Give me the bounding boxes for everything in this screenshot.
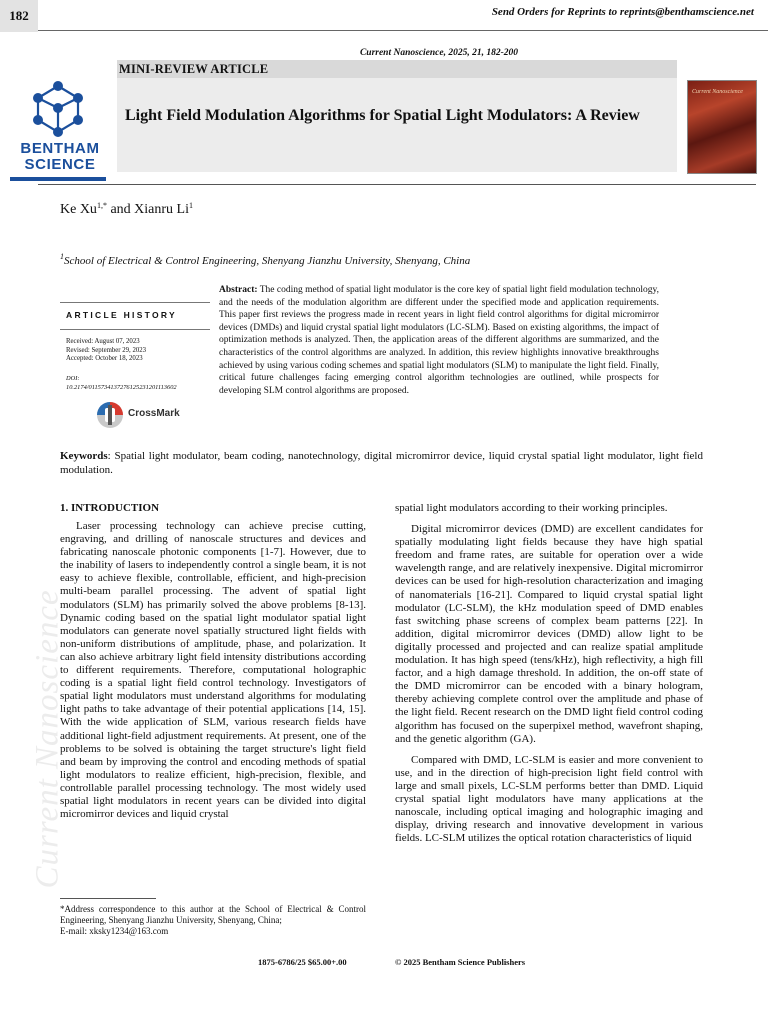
crossmark-icon xyxy=(96,399,124,431)
journal-citation: Current Nanoscience, 2025, 21, 182-200 xyxy=(359,48,519,58)
keywords-label: Keywords xyxy=(60,450,108,462)
received-date: Received: August 07, 2023 xyxy=(66,338,140,345)
correspondence-footnote xyxy=(60,904,366,938)
page-number: 182 xyxy=(0,0,38,32)
abstract xyxy=(219,284,659,397)
author-list xyxy=(60,202,193,218)
crossmark-badge[interactable] xyxy=(96,397,206,433)
article-history-heading: ARTICLE HISTORY xyxy=(66,310,178,320)
doi-block xyxy=(66,375,177,392)
crossmark-label: CrossMark xyxy=(128,408,180,419)
body-paragraph: Laser processing technology can achieve precise cutting, engraving, and drilling of nanoscale structures and devices and fabricating nanoscale photonic components [1-7]. However, due to the inability of lasers to independently control a single beam, it is not easy to achieve flexible, controllable, efficient, and high-precision multi-beam parallel processing. The advent of spatial light modulators (SLM) has primarily solved the above problems [8-13]. Dynamic coding based on the spatial light modulator spatial light modulators can generate novel spatially structured light fields with non-uniform distributions of amplitude, phase, and polarization. It can also achieve arbitrary light field intensity distributions according to different requirements. Therefore, computational holographic coding is a spatial light field control technology. Investigators of spatial light modulators must understand algorithms for modulating light paths to take advantage of their potential applications [14, 15]. With the wide application of SLM, various research fields have additional light-field adjustment requirements. At present, one of the problems to be solved is obtaining the target structure's light field and beam by improving the control and encoding methods of spatial light modulators to realize efficient, high-precision, flexible, and controllable parallel processing technology. The most widely used spatial light modulators in recent years can be divided into digital micromirror devices and liquid crystal xyxy=(60,520,366,821)
logo-underline xyxy=(10,177,106,181)
issn-price: 1875-6786/25 $65.00+.00 xyxy=(258,957,347,967)
abstract-text: The coding method of spatial light modulator is the core key of spatial light field modulation technology, and the needs of the modulation algorithm are different under the specified mode and application requirements. This paper first reviews the progress made in recent years in light field control algorithms for digital micromirror devices (DMDs) and liquid crystal spatial light modulators (LC-SLM). Based on existing algorithms, the impact of optimization methods is analyzed. Then, the application areas of the different algorithms are summarized, and the characteristics of the control algorithms are analyzed. In addition, this review highlights innovative breakthroughs achieved by using various coding schemes and spatial light modulators (SLM) to manipulate the light field. Finally, critical future challenges facing emerging control algorithm technologies are outlined, while prospects for developing SLM control algorithms are proposed. xyxy=(219,285,659,396)
footnote-address: *Address correspondence to this author at the School of Electrical & Control Engineering, Shenyang Jianzhu University, Shenyang, China; xyxy=(60,904,366,926)
header-rule xyxy=(38,30,768,31)
accepted-date: Accepted: October 18, 2023 xyxy=(66,355,143,363)
author-affiliation-mark: 1 xyxy=(188,201,193,210)
body-paragraph: Compared with DMD, LC-SLM is easier and more convenient to use, and in the direction of high-precision light field control with large and small pixels, LC-SLM performs better than DMD. Liquid crystal spatial light modulators have many applications at the nanoscale, including optical imaging and holographic imaging and display, driving research and innovative development in various fields. LC-SLM utilizes the optical rotation characteristics of liquid xyxy=(395,753,703,845)
affiliation: $^1$School of Electrical & Control Engineering, Shenyang Jianzhu University, Shenyang, China xyxy=(60,252,471,267)
body-paragraph: Digital micromirror devices (DMD) are excellent candidates for spatially modulating light fields because they have high spatial freedom and frame rates, are suitable for operation over a wide wavelength range, and are relatively inexpensive. Digital micromirror devices can be used for high-resolution characterization and imaging of nanomaterials [16-21]. Compared to liquid crystal spatial light modulator (LC-SLM), the kHz modulation speed of DMD enables fast switching phase screens of complex beam patterns [22]. In addition, digital micromirror devices (DMD) allow light to be digitally processed and projected and can realize spatial amplitude modulation. It has high speed (tens/kHz), high reflectivity, a high fill factor, and a high damage threshold. In addition, the on-off state of the DMD micromirror can be encoded with a binary hologram, thereby achieving complete control over the amplitude and phase of the light field. Recent research on the DMD light field control coding algorithm has focused on the superpixel method, wavefront shaping, and the genetic algorithm (GA). xyxy=(395,523,703,745)
section-heading-introduction: 1. INTRODUCTION xyxy=(60,502,160,514)
doi-label: DOI: xyxy=(66,375,80,382)
author-name[interactable]: Xianru Li xyxy=(134,202,189,217)
footnote-rule xyxy=(60,898,156,899)
journal-cover-thumbnail[interactable] xyxy=(687,80,757,174)
author-affiliation-mark: 1,* xyxy=(96,201,107,210)
title-box xyxy=(117,78,677,172)
reprint-orders-line[interactable]: Send Orders for Reprints to reprints@benthamscience.net xyxy=(491,6,754,18)
author-name[interactable]: Ke Xu xyxy=(60,202,97,217)
footnote-email[interactable]: E-mail: xksky1234@163.com xyxy=(60,926,169,937)
abstract-label: Abstract: xyxy=(219,285,258,295)
article-dates xyxy=(66,338,146,364)
article-type: MINI-REVIEW ARTICLE xyxy=(119,62,269,76)
publisher-logo-text: BENTHAM SCIENCE xyxy=(20,140,100,173)
affiliation-mark: 1 xyxy=(60,252,64,261)
revised-date: Revised: September 29, 2023 xyxy=(66,346,147,354)
right-column xyxy=(395,502,703,845)
left-column xyxy=(60,520,366,821)
cover-title: Current Nanoscience xyxy=(692,89,743,95)
doi-link[interactable]: 10.2174/0115734137276125231201113602 xyxy=(66,383,177,391)
header-bottom-rule xyxy=(38,184,756,185)
keywords xyxy=(60,450,703,477)
article-title: Light Field Modulation Algorithms for Spatial Light Modulators: A Review xyxy=(125,107,640,124)
author-separator: and xyxy=(106,202,135,217)
body-paragraph: spatial light modulators according to their working principles. xyxy=(395,502,668,514)
copyright: © 2025 Bentham Science Publishers xyxy=(395,957,526,967)
journal-watermark: Current Nanoscience xyxy=(29,589,66,889)
article-history-box xyxy=(60,302,210,330)
article-type-band xyxy=(117,60,677,78)
keywords-text: : Spatial light modulator, beam coding, nanotechnology, digital micromirror device, liquid crystal spatial light modulator, light field modulation. xyxy=(60,450,703,476)
